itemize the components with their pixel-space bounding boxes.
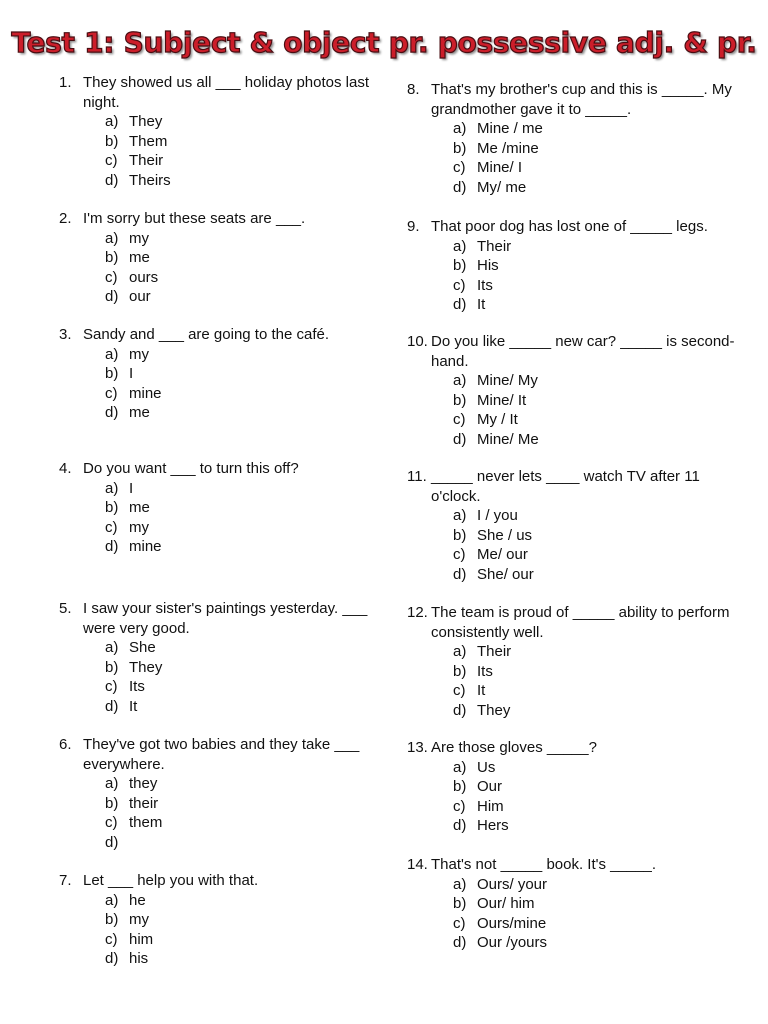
answer-option — [105, 151, 389, 171]
option-letter: c) — [453, 411, 466, 428]
question-8 — [407, 80, 737, 197]
option-letter: b) — [453, 391, 467, 409]
answer-option — [453, 119, 737, 139]
answer-option — [453, 642, 737, 662]
option-letter: a) — [105, 229, 119, 247]
answer-option — [453, 681, 737, 701]
option-text: my — [129, 911, 149, 928]
answer-option — [105, 910, 389, 930]
answer-option — [105, 248, 389, 268]
option-letter: b) — [453, 139, 467, 157]
answer-option — [105, 794, 389, 814]
option-letter: b) — [105, 132, 119, 150]
question-number: 11. — [407, 468, 427, 485]
option-text: It — [477, 296, 486, 313]
answer-option — [453, 430, 737, 450]
question-10 — [407, 332, 737, 449]
option-text: my — [129, 229, 149, 247]
option-letter: a) — [453, 237, 467, 255]
option-letter: a) — [453, 875, 467, 893]
option-letter: c) — [105, 384, 118, 402]
page-title: Test 1: Subject & object pr. possessive adj. & pr. — [11, 26, 757, 59]
option-letter: d) — [453, 296, 467, 313]
option-text: he — [129, 891, 146, 909]
question-12 — [407, 603, 737, 720]
option-text: Them — [129, 132, 168, 150]
answer-option — [105, 891, 389, 911]
answer-option — [105, 287, 389, 307]
option-text: Ours/mine — [477, 914, 547, 932]
answer-option — [105, 949, 389, 969]
question-text: That's my brother's cup and this is _____. My grandmother gave it to _____. — [431, 81, 732, 118]
option-text: They — [477, 701, 511, 719]
option-text: Our /yours — [477, 934, 548, 951]
option-text: me — [129, 499, 150, 516]
question-number: 4. — [59, 460, 72, 477]
option-text: Their — [129, 152, 164, 169]
option-letter: a) — [453, 372, 467, 389]
option-text: mine — [129, 538, 162, 555]
question-text: They've got two babies and they take ___ everywhere. — [83, 736, 360, 773]
option-text: Its — [129, 678, 145, 695]
option-text: It — [477, 682, 486, 699]
option-letter: c) — [105, 678, 118, 695]
answer-option — [105, 774, 389, 794]
answer-option — [453, 237, 737, 257]
option-letter: c) — [453, 276, 466, 294]
answer-option — [105, 132, 389, 152]
question-number: 13. — [407, 739, 428, 756]
option-text: our — [129, 288, 151, 305]
answer-option — [453, 371, 737, 391]
option-text: Mine/ Me — [477, 430, 539, 448]
answer-option — [105, 384, 389, 404]
question-number: 5. — [59, 600, 72, 617]
answer-option — [453, 545, 737, 565]
answer-option — [453, 777, 737, 797]
answer-option — [453, 158, 737, 178]
answer-option — [105, 479, 389, 499]
option-letter: a) — [453, 643, 467, 660]
option-text: Ours/ your — [477, 875, 548, 893]
option-text: It — [129, 697, 138, 715]
option-letter: a) — [453, 507, 467, 524]
answer-option — [453, 701, 737, 721]
option-text: his — [129, 950, 149, 967]
question-text: The team is proud of _____ ability to perform consistently well. — [431, 604, 730, 641]
option-letter: b) — [105, 365, 119, 382]
option-text: Its — [477, 662, 493, 680]
option-text: Our — [477, 778, 503, 795]
answer-option — [105, 171, 389, 191]
answer-option — [453, 565, 737, 585]
option-text: Mine/ My — [477, 372, 538, 389]
question-text: That poor dog has lost one of _____ legs. — [431, 218, 708, 235]
answer-option — [453, 295, 737, 315]
question-stem — [407, 467, 737, 506]
option-text: Me/ our — [477, 546, 528, 563]
option-letter: b) — [453, 662, 467, 680]
option-letter: b) — [105, 499, 119, 516]
answer-option — [105, 677, 389, 697]
option-text: Its — [477, 276, 493, 294]
answer-option — [453, 391, 737, 411]
option-letter: c) — [453, 797, 466, 815]
option-letter: a) — [105, 639, 119, 656]
answer-option — [105, 229, 389, 249]
option-letter: d) — [105, 538, 119, 555]
option-text: me — [129, 249, 150, 266]
option-letter: b) — [453, 778, 467, 795]
answer-option — [105, 638, 389, 658]
question-stem — [59, 871, 389, 891]
option-text: my — [129, 518, 149, 536]
option-text: Their — [477, 643, 512, 660]
question-stem — [407, 738, 737, 758]
question-text: Are those gloves _____? — [431, 739, 597, 756]
question-text: I'm sorry but these seats are ___. — [83, 210, 306, 227]
question-5 — [59, 599, 389, 716]
question-number: 10. — [407, 333, 428, 350]
question-stem — [407, 855, 737, 875]
question-stem — [59, 73, 389, 112]
option-letter: b) — [453, 257, 467, 274]
option-letter: d) — [453, 430, 467, 448]
option-letter: d) — [453, 817, 467, 834]
question-number: 1. — [59, 74, 72, 91]
option-letter: d) — [453, 565, 467, 583]
question-stem — [407, 217, 737, 237]
option-letter: c) — [453, 682, 466, 699]
option-text: him — [129, 930, 154, 948]
answer-option — [105, 345, 389, 365]
answer-option — [453, 758, 737, 778]
option-letter: b) — [453, 526, 467, 544]
option-text: Him — [477, 797, 504, 815]
option-text: they — [129, 775, 158, 792]
option-text: Us — [477, 758, 496, 776]
option-letter: a) — [453, 758, 467, 776]
answer-option — [105, 498, 389, 518]
option-letter: c) — [105, 152, 118, 169]
option-text: She / us — [477, 526, 533, 544]
answer-option — [453, 816, 737, 836]
question-stem — [59, 325, 389, 345]
answer-option — [453, 276, 737, 296]
option-text: my — [129, 345, 149, 363]
answer-option — [453, 797, 737, 817]
answer-option — [453, 914, 737, 934]
answer-option — [453, 933, 737, 953]
option-letter: b) — [105, 911, 119, 928]
answer-option — [453, 662, 737, 682]
answer-option — [105, 268, 389, 288]
option-text: I — [129, 365, 134, 382]
answer-option — [453, 506, 737, 526]
answer-option — [105, 364, 389, 384]
question-2 — [59, 209, 389, 307]
question-stem — [59, 459, 389, 479]
answer-option — [105, 930, 389, 950]
question-stem — [59, 599, 389, 638]
question-number: 12. — [407, 604, 428, 621]
question-text: They showed us all ___ holiday photos last night. — [83, 74, 370, 111]
answer-option — [105, 833, 389, 853]
answer-option — [105, 813, 389, 833]
option-letter: a) — [105, 345, 119, 363]
question-1 — [59, 73, 389, 190]
answer-option — [453, 256, 737, 276]
question-text: Let ___ help you with that. — [83, 872, 259, 889]
option-letter: c) — [105, 930, 118, 948]
option-text: My/ me — [477, 178, 527, 196]
option-text: Me /mine — [477, 139, 539, 157]
option-letter: d) — [105, 288, 119, 305]
option-letter: a) — [105, 891, 119, 909]
option-text: Mine / me — [477, 120, 543, 137]
question-14 — [407, 855, 737, 953]
option-text: They — [129, 658, 163, 676]
question-text: Do you want ___ to turn this off? — [83, 460, 299, 477]
option-text: She/ our — [477, 565, 534, 583]
option-text: me — [129, 404, 150, 421]
option-text: She — [129, 639, 156, 656]
option-letter: d) — [105, 171, 119, 189]
answer-option — [453, 875, 737, 895]
answer-option — [105, 112, 389, 132]
option-text: They — [129, 113, 163, 130]
option-letter: c) — [453, 914, 466, 932]
option-text: His — [477, 257, 499, 274]
option-text: Theirs — [129, 171, 171, 189]
question-4 — [59, 459, 389, 557]
option-letter: c) — [105, 814, 118, 831]
answer-option — [453, 139, 737, 159]
answer-option — [105, 518, 389, 538]
option-letter: d) — [453, 701, 467, 719]
option-text: My / It — [477, 411, 518, 428]
question-text: I saw your sister's paintings yesterday. ___ were very good. — [83, 600, 368, 637]
question-number: 6. — [59, 736, 72, 753]
option-letter: d) — [105, 833, 119, 851]
question-text: _____ never lets ____ watch TV after 11 o'clock. — [431, 468, 700, 505]
question-text: Do you like _____ new car? _____ is second-hand. — [431, 333, 735, 370]
option-letter: b) — [105, 794, 119, 812]
question-stem — [407, 80, 737, 119]
option-letter: c) — [105, 518, 118, 536]
question-number: 9. — [407, 218, 420, 235]
question-text: Sandy and ___ are going to the café. — [83, 326, 330, 343]
question-number: 14. — [407, 856, 428, 873]
option-letter: d) — [453, 934, 467, 951]
option-text: Their — [477, 237, 512, 255]
option-letter: a) — [453, 120, 467, 137]
answer-option — [453, 526, 737, 546]
option-letter: d) — [105, 697, 119, 715]
question-11 — [407, 467, 737, 584]
question-3 — [59, 325, 389, 423]
option-text: I — [129, 479, 134, 497]
option-letter: a) — [105, 479, 119, 497]
question-stem — [407, 332, 737, 371]
option-letter: c) — [453, 159, 466, 176]
option-letter: d) — [453, 178, 467, 196]
option-letter: d) — [105, 404, 119, 421]
option-text: Mine/ I — [477, 159, 523, 176]
option-text: ours — [129, 268, 159, 286]
option-letter: c) — [105, 268, 118, 286]
option-text: Hers — [477, 817, 509, 834]
question-7 — [59, 871, 389, 969]
option-text: Mine/ It — [477, 391, 527, 409]
answer-option — [453, 894, 737, 914]
option-text: mine — [129, 384, 162, 402]
answer-option — [105, 537, 389, 557]
answer-option — [453, 410, 737, 430]
option-letter: d) — [105, 950, 119, 967]
question-text: That's not _____ book. It's _____. — [431, 856, 657, 873]
question-number: 7. — [59, 872, 72, 889]
option-text: them — [129, 814, 163, 831]
option-text: their — [129, 794, 159, 812]
option-letter: b) — [453, 895, 467, 912]
option-letter: b) — [105, 249, 119, 266]
question-number: 8. — [407, 81, 420, 98]
answer-option — [105, 697, 389, 717]
answer-option — [453, 178, 737, 198]
answer-option — [105, 658, 389, 678]
option-text: Our/ him — [477, 895, 535, 912]
question-stem — [59, 209, 389, 229]
question-9 — [407, 217, 737, 315]
option-letter: a) — [105, 775, 119, 792]
question-number: 3. — [59, 326, 72, 343]
option-text: I / you — [477, 507, 518, 524]
option-letter: b) — [105, 658, 119, 676]
option-letter: a) — [105, 113, 119, 130]
option-letter: c) — [453, 546, 466, 563]
question-13 — [407, 738, 737, 836]
question-number: 2. — [59, 210, 72, 227]
question-stem — [407, 603, 737, 642]
question-6 — [59, 735, 389, 852]
question-stem — [59, 735, 389, 774]
answer-option — [105, 403, 389, 423]
